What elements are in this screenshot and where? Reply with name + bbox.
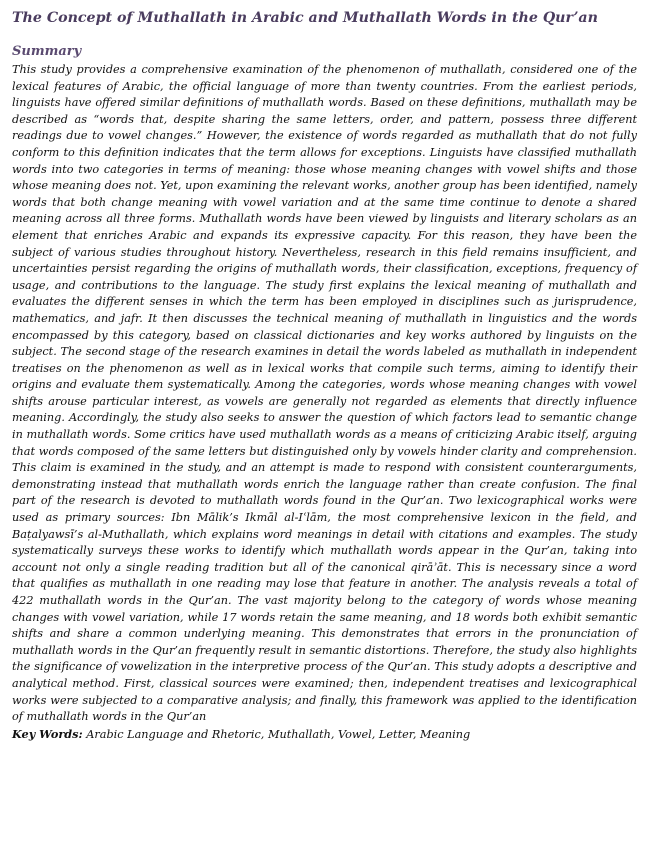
- keywords-label: Key Words:: [12, 726, 83, 741]
- keywords-line: [12, 726, 637, 744]
- paper-page: [12, 8, 637, 743]
- keywords-text: Arabic Language and Rhetoric, Muthallath, Vowel, Letter, Meaning: [82, 727, 471, 741]
- summary-heading: Summary: [12, 44, 82, 59]
- paper-title: The Concept of Muthallath in Arabic and Muthallath Words in the Qur’an: [12, 10, 598, 26]
- summary-text: This study provides a comprehensive examination of the phenomenon of muthallath, considered one of the lexical features of Arabic, the official language of more than twenty countries. From the earliest periods, linguists have offered similar definitions of muthallath words. Based on these definitions, muthallath may be described as “words that, despite sharing the same letters, order, and pattern, possess three different readings due to vowel changes.” However, the existence of words regarded as muthallath that do not fully conform to this definition indicates that the term allows for exceptions. Linguists have classified muthallath words into two categories in terms of meaning: those whose meaning changes with vowel shifts and those whose meaning does not. Yet, upon examining the relevant works, another group has been identified, namely words that both change meaning with vowel variation and at the same time continue to denote a shared meaning across all three forms. Muthallath words have been viewed by linguists and literary scholars as an element that enriches Arabic and expands its expressive capacity. For this reason, they have been the subject of various studies throughout history. Nevertheless, research in this field remains insufficient, and uncertainties persist regarding the origins of muthallath words, their classification, exceptions, frequency of usage, and contributions to the language. The study first explains the lexical meaning of muthallath and evaluates the different senses in which the term has been employed in disciplines such as jurisprudence, mathematics, and jafr. It then discusses the technical meaning of muthallath in linguistics and the words encompassed by this category, based on classical dictionaries and key works authored by linguists on the subject. The second stage of the research examines in detail the words labeled as muthallath in independent treatises on the phenomenon as well as in lexical works that compile such terms, aiming to identify their origins and evaluate them systematically. Among the categories, words whose meaning changes with vowel shifts arouse particular interest, as vowels are generally not regarded as elements that directly influence meaning. Accordingly, the study also seeks to answer the question of which factors lead to semantic change in muthallath words. Some critics have used muthallath words as a means of criticizing Arabic itself, arguing that words composed of the same letters but distinguished only by vowels hinder clarity and comprehension. This claim is examined in the study, and an attempt is made to respond with consistent counterarguments, demonstrating instead that muthallath words enrich the language rather than create confusion. The final part of the research is devoted to muthallath words found in the Qur’an. Two lexicographical works were used as primary sources: Ibn Mālik’s Ikmāl al-Iʿlām, the most comprehensive lexicon in the field, and Baṭalyawsī’s al-Muthallath, which explains word meanings in detail with citations and examples. The study systematically surveys these works to identify which muthallath words appear in the Qur’an, taking into account not only a single reading tradition but all of the canonical qirāʾāt. This is necessary since a word that qualifies as muthallath in one reading may lose that feature in another. The analysis reveals a total of 422 muthallath words in the Qur’an. The vast majority belong to the category of words whose meaning changes with vowel variation, while 17 words retain the same meaning, and 18 words both exhibit semantic shifts and share a common underlying meaning. This demonstrates that errors in the pronunciation of muthallath words in the Qur’an frequently result in semantic distortions. Therefore, the study also highlights the significance of vowelization in the interpretive process of the Qur’an. This study adopts a descriptive and analytical method. First, classical sources were examined; then, independent treatises and lexicographical works were subjected to a comparative analysis; and finally, this framework was applied to the identification of muthallath words in the Qur’an: [12, 63, 637, 724]
